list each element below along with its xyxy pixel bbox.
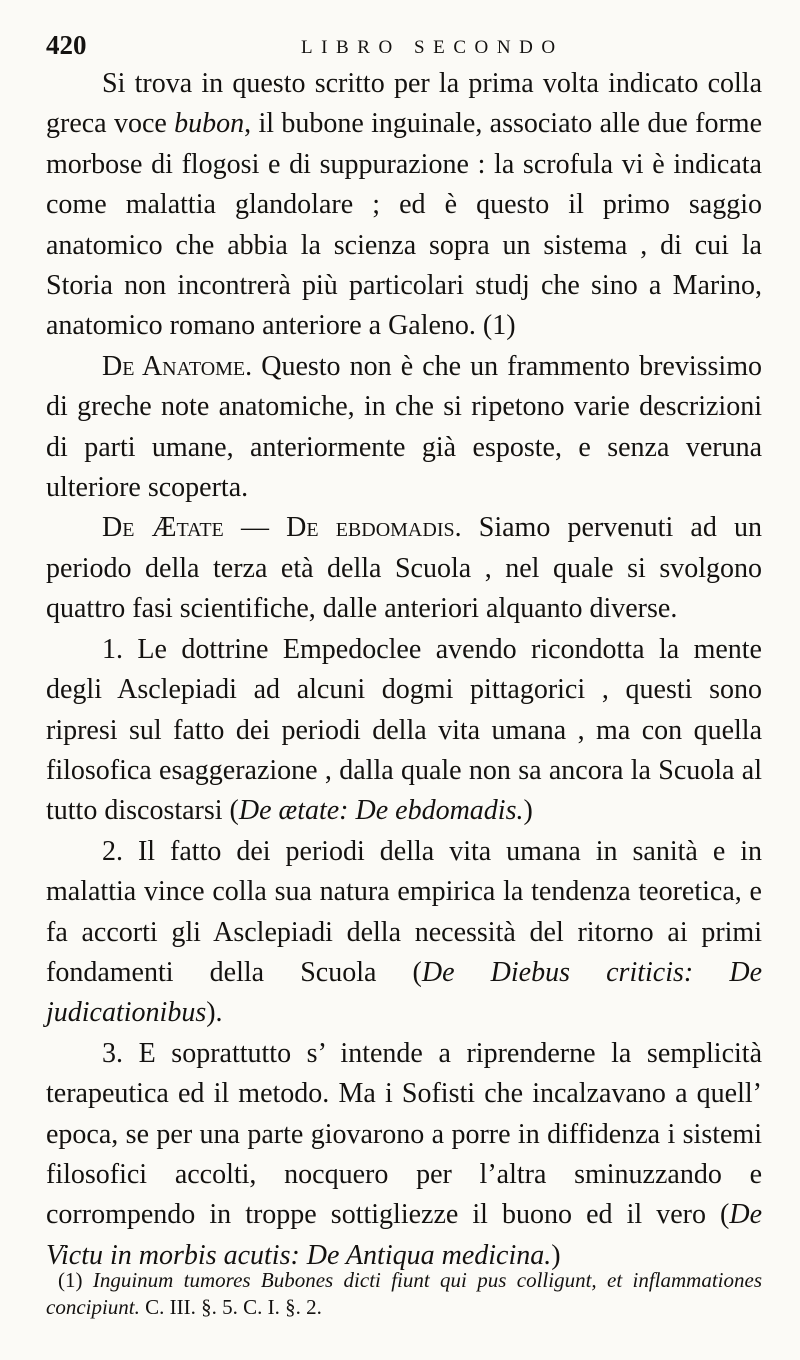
paragraph-point-2 xyxy=(46,832,762,1034)
page-number: 420 xyxy=(46,30,87,60)
footnote xyxy=(46,1267,762,1321)
work-reference: De ætate: De ebdomadis. xyxy=(238,795,524,827)
closing-paren: ) xyxy=(523,795,533,827)
paragraph-point-1 xyxy=(46,630,762,832)
section-title-de-anatome: De Anatome. xyxy=(102,350,253,382)
paragraph-text: Si trova in questo scritto per la prima volta indicato colla greca voce xyxy=(46,68,762,140)
footnote-paragraph xyxy=(46,1267,762,1321)
footnote-text: Inguinum tumores Bubones dicti fiunt qui pus colligunt, et inflammationes concipiunt. xyxy=(46,1268,762,1319)
point-number: 3. xyxy=(102,1037,123,1069)
italic-term-bubon: bubon xyxy=(174,108,245,140)
work-reference: De Victu in morbis acutis: De Antiqua medicina. xyxy=(46,1199,762,1271)
paragraph-de-anatome xyxy=(46,347,762,509)
footnote-mark: (1) xyxy=(58,1268,83,1292)
running-title: LIBRO SECONDO xyxy=(301,37,564,58)
paragraph-de-aetate xyxy=(46,508,762,629)
page-body xyxy=(46,64,762,1276)
page-header xyxy=(46,30,766,66)
paragraph-text: Le dottrine Empedoclee avendo ricondotta la mente degli Asclepiadi ad alcuni dogmi pittagorici , questi sono ripresi sul fatto dei periodi della vita umana , ma con quella filosofica esaggerazione , dalla quale non sa ancora la Scuola al tutto discostarsi ( xyxy=(46,633,762,827)
point-number: 2. xyxy=(102,835,123,867)
paragraph-text: , il bubone inguinale, associato alle due forme morbose di flogosi e di suppurazione : la scrofula vi è indicata come malattia glandolare ; ed è questo il primo saggio anatomico che abbia la scienza sopra un sistema , di cui la Storia non incontrerà più particolari studj che sino a Marino, anatomico romano anteriore a Galeno. (1) xyxy=(46,108,762,342)
point-number: 1. xyxy=(102,633,123,665)
closing-paren: ) xyxy=(551,1239,561,1271)
paragraph-point-3 xyxy=(46,1034,762,1276)
paragraph-text: E soprattutto s’ intende a riprenderne la semplicità terapeutica ed il metodo. Ma i Sofisti che incalzavano a quell’ epoca, se per una parte giovarono a porre in diffidenza i sistemi filosofici accolti, nocquero per l’altra sminuzzando e corrompendo in troppe sottigliezze il buono ed il vero ( xyxy=(46,1037,762,1231)
paragraph-text: Siamo pervenuti ad un periodo della terza età della Scuola , nel quale si svolgono quattro fasi scientifiche, dalle anteriori alquanto diverse. xyxy=(46,512,762,625)
paragraph-text: Questo non è che un frammento brevissimo di greche note anatomiche, in che si ripetono varie descrizioni di parti umane, anteriormente già esposte, e senza veruna ulteriore scoperta. xyxy=(46,350,762,504)
footnote-reference: C. III. §. 5. C. I. §. 2. xyxy=(145,1295,322,1319)
section-title-de-aetate: De Ætate — De ebdomadis. xyxy=(102,512,462,544)
paragraph-bubon xyxy=(46,64,762,347)
work-reference: De Diebus criticis: De judicationibus xyxy=(46,956,762,1029)
paragraph-text: Il fatto dei periodi della vita umana in sanità e in malattia vince colla sua natura empirica la tendenza teoretica, e fa accorti gli Asclepiadi della necessità del ritorno ai primi fondamenti della Scuola ( xyxy=(46,835,762,988)
closing-paren: ). xyxy=(206,997,223,1029)
